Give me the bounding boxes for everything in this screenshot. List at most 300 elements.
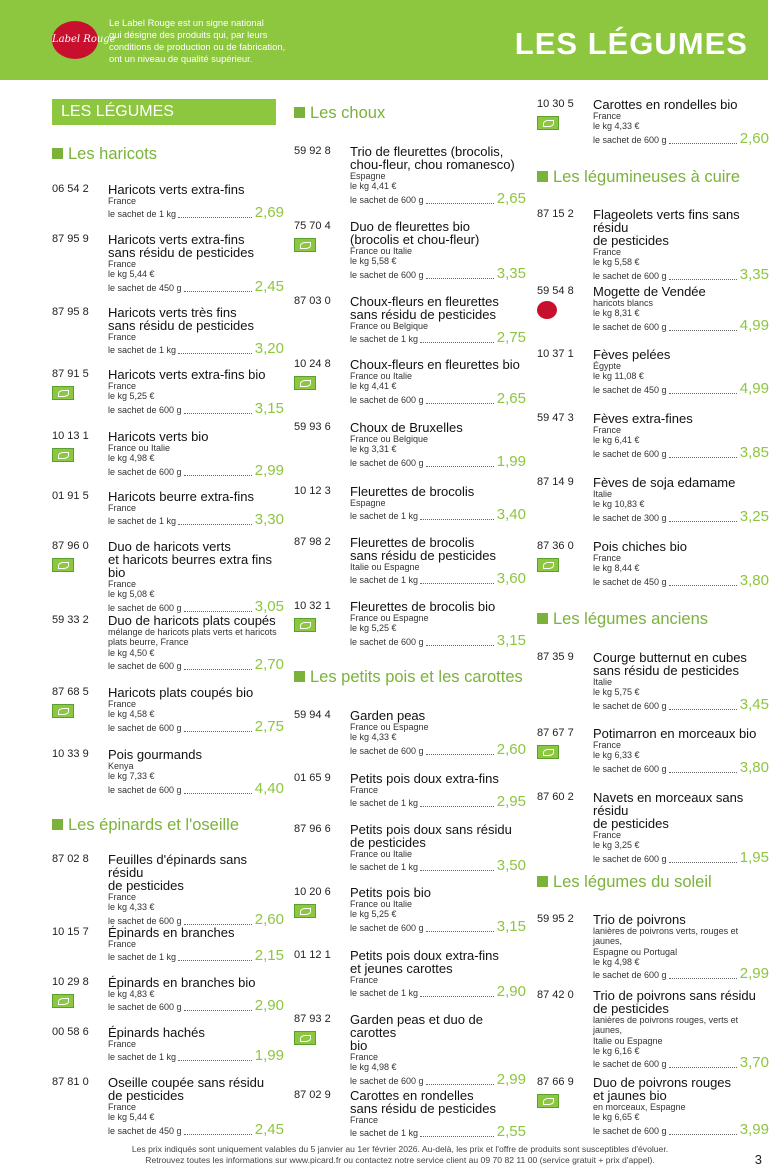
price-label: le sachet de 450 g bbox=[108, 282, 182, 293]
product-code: 10 12 3 bbox=[294, 485, 331, 497]
price-line bbox=[593, 443, 769, 461]
product-details bbox=[108, 614, 284, 671]
price-label: le sachet de 600 g bbox=[108, 722, 182, 733]
product-code: 75 70 4 bbox=[294, 220, 331, 232]
product-detail: le kg 4,33 € bbox=[593, 121, 640, 132]
section-square-icon bbox=[537, 876, 548, 887]
product-details bbox=[108, 1025, 284, 1065]
price-label: le sachet de 600 g bbox=[108, 602, 182, 613]
price-label: le sachet de 1 kg bbox=[108, 209, 177, 220]
price-dots bbox=[669, 709, 737, 710]
product-code: 87 14 9 bbox=[537, 476, 574, 488]
ab-bio-leaf-icon bbox=[294, 376, 316, 390]
price-dots bbox=[669, 978, 737, 979]
product-detail: le kg 6,41 € bbox=[593, 435, 640, 446]
price-value: 2,75 bbox=[496, 329, 526, 347]
price-dots bbox=[426, 403, 494, 404]
product-details bbox=[350, 294, 526, 347]
product-name: sans résidu de pesticides bbox=[350, 548, 496, 563]
price-line bbox=[350, 189, 526, 207]
product-detail: France bbox=[350, 785, 379, 795]
price-label: le sachet de 1 kg bbox=[350, 575, 419, 586]
product-code: 10 33 9 bbox=[52, 748, 89, 760]
price-value: 2,60 bbox=[739, 129, 769, 147]
label-rouge-icon bbox=[537, 301, 557, 319]
product-detail: France ou Italie bbox=[350, 371, 413, 381]
product-detail: plats beurre, France bbox=[108, 637, 189, 648]
price-label: le sachet de 1 kg bbox=[350, 988, 419, 999]
ab-bio-leaf-icon bbox=[537, 1094, 559, 1108]
product-name: Trio de poivrons bbox=[593, 912, 686, 927]
price-line bbox=[108, 947, 284, 965]
product-code: 10 13 1 bbox=[52, 430, 89, 442]
product-name: Haricots beurre extra-fins bbox=[108, 489, 254, 504]
product-detail: France ou Italie bbox=[108, 443, 171, 453]
product-name: Haricots verts extra-fins bbox=[108, 232, 245, 247]
product-details bbox=[350, 600, 526, 647]
product-detail: France bbox=[593, 247, 622, 257]
product-name: Choux-fleurs en fleurettes bio bbox=[350, 357, 520, 372]
product-code: 00 58 6 bbox=[52, 1026, 89, 1038]
price-label: le sachet de 450 g bbox=[108, 1125, 182, 1136]
product-code: 87 03 0 bbox=[294, 295, 331, 307]
product-code: 87 81 0 bbox=[52, 1076, 89, 1088]
price-value: 2,65 bbox=[496, 189, 526, 207]
price-line bbox=[593, 848, 769, 866]
product-detail: France bbox=[108, 332, 137, 342]
product-name: Courge butternut en cubes bbox=[593, 650, 747, 665]
footer-line: Les prix indiqués sont uniquement valables du 5 janvier au 1er février 2026. Au-delà, les prix et l'offre de produits sont susceptibles d'évoluer. bbox=[131, 1144, 669, 1154]
ab-bio-leaf-icon bbox=[52, 704, 74, 718]
price-dots bbox=[420, 583, 494, 584]
product-detail: le kg 3,31 € bbox=[350, 444, 397, 455]
price-label: le sachet de 600 g bbox=[593, 700, 667, 711]
price-label: le sachet de 600 g bbox=[350, 194, 424, 205]
ab-bio-leaf-icon bbox=[52, 558, 74, 572]
product-details bbox=[350, 145, 526, 205]
price-value: 4,40 bbox=[254, 779, 284, 797]
price-dots bbox=[426, 754, 494, 755]
product-details bbox=[593, 285, 769, 332]
price-dots bbox=[669, 279, 737, 280]
price-line bbox=[108, 655, 284, 673]
price-line bbox=[108, 910, 284, 928]
price-line bbox=[350, 983, 526, 1001]
product-detail: France bbox=[593, 111, 622, 121]
product-detail: le kg 4,41 € bbox=[350, 381, 397, 392]
product-detail: Italie bbox=[593, 489, 613, 499]
price-dots bbox=[420, 1136, 494, 1137]
price-value: 2,45 bbox=[254, 277, 284, 295]
price-dots bbox=[669, 457, 737, 458]
ab-bio-leaf-icon bbox=[52, 994, 74, 1008]
product-detail: le kg 5,58 € bbox=[350, 256, 397, 267]
price-value: 2,60 bbox=[254, 910, 284, 928]
product-code: 10 24 8 bbox=[294, 358, 331, 370]
product-details bbox=[350, 535, 526, 588]
price-label: le sachet de 1 kg bbox=[108, 516, 177, 527]
price-line bbox=[108, 399, 284, 417]
product-detail: le kg 5,75 € bbox=[593, 687, 640, 698]
price-label: le sachet de 600 g bbox=[108, 404, 182, 415]
price-value: 3,50 bbox=[496, 857, 526, 875]
product-detail: le kg 4,98 € bbox=[108, 453, 155, 464]
label-info-line: qui désigne des produits qui, par leurs bbox=[109, 29, 268, 40]
section-square-icon bbox=[294, 107, 305, 118]
price-dots bbox=[669, 1134, 737, 1135]
price-dots bbox=[426, 1084, 494, 1085]
product-details bbox=[108, 540, 284, 613]
price-dots bbox=[420, 996, 494, 997]
price-label: le sachet de 600 g bbox=[350, 745, 424, 756]
product-code: 10 20 6 bbox=[294, 886, 331, 898]
price-line bbox=[593, 507, 769, 525]
product-details bbox=[108, 853, 284, 926]
price-value: 2,60 bbox=[496, 740, 526, 758]
price-dots bbox=[426, 203, 494, 204]
product-code: 59 95 2 bbox=[537, 913, 574, 925]
product-detail: le kg 5,25 € bbox=[350, 623, 397, 634]
price-value: 3,15 bbox=[254, 399, 284, 417]
product-detail: le kg 8,31 € bbox=[593, 308, 640, 319]
price-label: le sachet de 1 kg bbox=[350, 511, 419, 522]
product-detail: le kg 5,44 € bbox=[108, 1112, 155, 1123]
product-name: Pois gourmands bbox=[108, 747, 202, 762]
price-line bbox=[593, 571, 769, 589]
section-title: Les légumineuses à cuire bbox=[553, 168, 741, 186]
product-detail: le kg 3,25 € bbox=[593, 840, 640, 851]
product-detail: France bbox=[593, 830, 622, 840]
product-detail: Égypte bbox=[593, 361, 622, 371]
section-heading bbox=[537, 168, 769, 186]
product-name: Oseille coupée sans résidu bbox=[108, 1075, 265, 1090]
product-name: Choux-fleurs en fleurettes bbox=[350, 294, 499, 309]
product-detail: le kg 6,16 € bbox=[593, 1045, 640, 1056]
product-detail: France bbox=[108, 381, 137, 391]
product-detail: France bbox=[350, 975, 379, 985]
section-title: Les légumes anciens bbox=[553, 610, 709, 628]
price-line bbox=[350, 329, 526, 347]
price-line bbox=[593, 265, 769, 283]
ab-bio-leaf-icon bbox=[537, 745, 559, 759]
product-code: 10 32 1 bbox=[294, 600, 331, 612]
product-name: Fleurettes de brocolis bbox=[350, 484, 475, 499]
product-detail: France bbox=[350, 1052, 379, 1062]
price-value: 4,99 bbox=[739, 379, 769, 397]
product-detail: France bbox=[108, 892, 137, 902]
product-detail: Italie ou Espagne bbox=[593, 1035, 663, 1046]
price-label: le sachet de 1 kg bbox=[108, 345, 177, 356]
product-detail: France ou Espagne bbox=[350, 613, 429, 623]
price-line bbox=[350, 570, 526, 588]
product-name: Épinards en branches bio bbox=[108, 975, 256, 990]
product-name: Fèves extra-fines bbox=[593, 411, 693, 426]
price-line bbox=[350, 1123, 526, 1141]
price-dots bbox=[669, 585, 737, 586]
product-details bbox=[108, 368, 284, 415]
product-detail: France ou Espagne bbox=[350, 722, 429, 732]
product-detail: France bbox=[108, 699, 137, 709]
price-line bbox=[350, 264, 526, 282]
ab-bio-leaf-icon bbox=[537, 558, 559, 572]
product-detail: le kg 5,25 € bbox=[108, 391, 155, 402]
price-line bbox=[350, 631, 526, 649]
price-label: le sachet de 600 g bbox=[108, 1002, 182, 1013]
price-line bbox=[593, 695, 769, 713]
section-heading bbox=[537, 873, 769, 891]
product-detail: France ou Italie bbox=[350, 246, 413, 256]
product-details bbox=[108, 686, 284, 733]
product-name: chou-fleur, chou romanesco) bbox=[350, 157, 515, 172]
product-name: Fleurettes de brocolis bbox=[350, 535, 475, 550]
price-line bbox=[108, 277, 284, 295]
price-label: le sachet de 300 g bbox=[593, 512, 667, 523]
price-line bbox=[593, 1054, 769, 1072]
product-detail: France bbox=[593, 740, 622, 750]
price-dots bbox=[178, 217, 252, 218]
product-detail: le kg 4,33 € bbox=[108, 902, 155, 913]
price-dots bbox=[178, 353, 252, 354]
product-details bbox=[108, 233, 284, 293]
price-dots bbox=[184, 413, 252, 414]
product-code: 59 54 8 bbox=[537, 285, 574, 297]
product-name: Petits pois doux extra-fins bbox=[350, 771, 499, 786]
price-label: le sachet de 600 g bbox=[593, 763, 667, 774]
price-line bbox=[350, 917, 526, 935]
price-dots bbox=[184, 291, 252, 292]
price-label: le sachet de 600 g bbox=[108, 466, 182, 477]
price-dots bbox=[178, 960, 252, 961]
product-name: et jeunes carottes bbox=[350, 961, 453, 976]
section-heading bbox=[537, 610, 769, 628]
price-dots bbox=[669, 143, 737, 144]
price-dots bbox=[420, 519, 494, 520]
price-dots bbox=[426, 278, 494, 279]
price-line bbox=[108, 997, 284, 1015]
product-code: 87 67 7 bbox=[537, 727, 574, 739]
product-name: Épinards hachés bbox=[108, 1025, 205, 1040]
product-name: Trio de fleurettes (brocolis, bbox=[350, 144, 504, 159]
product-detail: le kg 8,44 € bbox=[593, 563, 640, 574]
product-details bbox=[593, 651, 769, 711]
price-dots bbox=[184, 1134, 252, 1135]
price-dots bbox=[184, 475, 252, 476]
price-label: le sachet de 600 g bbox=[593, 270, 667, 281]
section-heading bbox=[52, 145, 284, 163]
price-label: le sachet de 600 g bbox=[108, 784, 182, 795]
price-dots bbox=[669, 772, 737, 773]
price-dots bbox=[184, 731, 252, 732]
product-details bbox=[350, 484, 526, 524]
page-title: LES LÉGUMES bbox=[514, 26, 748, 61]
product-name: Carottes en rondelles bbox=[350, 1088, 474, 1103]
product-details bbox=[593, 912, 769, 983]
section-title: Les légumes du soleil bbox=[553, 873, 712, 891]
product-code: 59 33 2 bbox=[52, 614, 89, 626]
price-dots bbox=[669, 1067, 737, 1068]
price-label: le sachet de 600 g bbox=[350, 636, 424, 647]
product-name: Fèves de soja edamame bbox=[593, 475, 736, 490]
price-line bbox=[108, 1120, 284, 1138]
price-label: le sachet de 600 g bbox=[593, 448, 667, 459]
price-value: 2,45 bbox=[254, 1120, 284, 1138]
product-detail: Espagne bbox=[350, 171, 386, 181]
price-dots bbox=[669, 330, 737, 331]
price-dots bbox=[420, 870, 494, 871]
price-label: le sachet de 600 g bbox=[350, 1075, 424, 1086]
section-square-icon bbox=[294, 671, 305, 682]
product-detail: France bbox=[108, 196, 137, 206]
price-label: le sachet de 1 kg bbox=[350, 862, 419, 873]
price-line bbox=[108, 779, 284, 797]
product-name: Potimarron en morceaux bio bbox=[593, 726, 757, 741]
product-name: (brocolis et chou-fleur) bbox=[350, 232, 480, 247]
product-details bbox=[350, 771, 526, 811]
price-value: 2,75 bbox=[254, 717, 284, 735]
price-line bbox=[350, 857, 526, 875]
price-value: 1,99 bbox=[254, 1047, 284, 1065]
product-name: et jaunes bio bbox=[593, 1088, 667, 1103]
product-name: Haricots plats coupés bio bbox=[108, 685, 254, 700]
product-code: 59 94 4 bbox=[294, 709, 331, 721]
ab-bio-leaf-icon bbox=[294, 238, 316, 252]
price-value: 3,30 bbox=[254, 511, 284, 529]
product-detail: Italie ou Espagne bbox=[350, 562, 420, 572]
price-label: le sachet de 600 g bbox=[593, 1125, 667, 1136]
product-code: 59 47 3 bbox=[537, 412, 574, 424]
product-detail: le kg 4,50 € bbox=[108, 647, 155, 658]
product-name: de pesticides bbox=[593, 1001, 669, 1016]
price-line bbox=[593, 965, 769, 983]
product-details bbox=[108, 430, 284, 477]
product-code: 87 91 5 bbox=[52, 368, 89, 380]
price-value: 3,80 bbox=[739, 571, 769, 589]
product-name: bio bbox=[350, 1038, 368, 1053]
product-detail: le kg 4,98 € bbox=[593, 956, 640, 967]
product-details bbox=[350, 220, 526, 280]
price-label: le sachet de 600 g bbox=[593, 321, 667, 332]
price-value: 1,99 bbox=[496, 452, 526, 470]
product-details bbox=[593, 348, 769, 395]
price-line bbox=[350, 740, 526, 758]
product-details bbox=[350, 421, 526, 468]
product-code: 10 15 7 bbox=[52, 926, 89, 938]
product-detail: le kg 11,08 € bbox=[593, 371, 644, 382]
price-dots bbox=[184, 669, 252, 670]
product-name: de pesticides bbox=[350, 835, 426, 850]
ab-bio-leaf-icon bbox=[52, 386, 74, 400]
price-value: 2,99 bbox=[254, 461, 284, 479]
product-detail: le kg 6,65 € bbox=[593, 1112, 640, 1123]
price-value: 2,55 bbox=[496, 1123, 526, 1141]
product-details bbox=[350, 886, 526, 933]
product-code: 87 95 8 bbox=[52, 306, 89, 318]
product-name: sans résidu de pesticides bbox=[108, 318, 254, 333]
product-detail: France bbox=[108, 579, 137, 589]
product-details bbox=[350, 709, 526, 756]
section-title: Les haricots bbox=[68, 145, 157, 163]
price-value: 3,20 bbox=[254, 340, 284, 358]
product-name: Fèves pelées bbox=[593, 347, 671, 362]
price-label: le sachet de 1 kg bbox=[108, 1052, 177, 1063]
product-name: Mogette de Vendée bbox=[593, 284, 706, 299]
ab-bio-leaf-icon bbox=[52, 448, 74, 462]
product-name: Petits pois doux extra-fins bbox=[350, 948, 499, 963]
footer-line: Retrouvez toutes les informations sur www.picard.fr ou contactez notre service client au 09 70 82 11 00 (service gratuit + prix d'appel). bbox=[145, 1155, 655, 1165]
product-code: 87 93 2 bbox=[294, 1013, 331, 1025]
price-line bbox=[350, 389, 526, 407]
product-code: 87 95 9 bbox=[52, 233, 89, 245]
price-label: le sachet de 600 g bbox=[350, 922, 424, 933]
product-details bbox=[108, 1076, 284, 1136]
price-dots bbox=[669, 862, 737, 863]
product-name: Épinards en branches bbox=[108, 925, 235, 940]
product-code: 87 36 0 bbox=[537, 540, 574, 552]
product-details bbox=[108, 182, 284, 222]
product-name: sans résidu de pesticides bbox=[350, 307, 496, 322]
product-name: Duo de haricots plats coupés bbox=[108, 613, 276, 628]
product-details bbox=[593, 208, 769, 281]
price-value: 2,95 bbox=[496, 793, 526, 811]
product-code: 01 91 5 bbox=[52, 490, 89, 502]
product-code: 06 54 2 bbox=[52, 183, 89, 195]
price-label: le sachet de 1 kg bbox=[350, 1128, 419, 1139]
product-name: de pesticides bbox=[593, 816, 669, 831]
section-square-icon bbox=[52, 148, 63, 159]
product-details bbox=[108, 305, 284, 358]
product-details bbox=[593, 791, 769, 864]
price-dots bbox=[178, 524, 252, 525]
price-label: le sachet de 600 g bbox=[350, 457, 424, 468]
product-name: Navets en morceaux sans résidu bbox=[593, 790, 744, 818]
price-dots bbox=[669, 521, 737, 522]
product-detail: le kg 4,98 € bbox=[350, 1062, 397, 1073]
product-name: Garden peas et duo de carottes bbox=[350, 1012, 483, 1040]
price-label: le sachet de 600 g bbox=[593, 853, 667, 864]
price-line bbox=[108, 717, 284, 735]
product-code: 87 98 2 bbox=[294, 536, 331, 548]
product-name: Duo de poivrons rouges bbox=[593, 1075, 732, 1090]
product-details bbox=[593, 1076, 769, 1136]
product-code: 87 60 2 bbox=[537, 791, 574, 803]
product-details bbox=[108, 489, 284, 529]
section-title: Les épinards et l'oseille bbox=[68, 816, 240, 834]
product-code: 87 02 9 bbox=[294, 1089, 331, 1101]
price-value: 3,15 bbox=[496, 631, 526, 649]
product-details bbox=[350, 822, 526, 875]
section-heading bbox=[294, 668, 526, 686]
product-name: Haricots verts extra-fins bio bbox=[108, 367, 266, 382]
price-line bbox=[108, 461, 284, 479]
product-detail: le kg 4,33 € bbox=[350, 732, 397, 743]
label-info-line: conditions de production ou de fabrication, bbox=[109, 41, 286, 52]
product-details bbox=[108, 925, 284, 965]
product-detail: le kg 5,44 € bbox=[108, 269, 155, 280]
section-square-icon bbox=[537, 613, 548, 624]
price-label: le sachet de 600 g bbox=[593, 134, 667, 145]
product-detail: mélange de haricots plats verts et haricots bbox=[108, 627, 277, 637]
product-code: 01 65 9 bbox=[294, 772, 331, 784]
product-code: 87 96 6 bbox=[294, 823, 331, 835]
section-title: Les petits pois et les carottes bbox=[310, 668, 523, 686]
price-value: 2,65 bbox=[496, 389, 526, 407]
product-detail: France ou Italie bbox=[350, 899, 413, 909]
product-detail: le kg 5,08 € bbox=[108, 589, 155, 600]
product-detail: Kenya bbox=[108, 761, 134, 771]
price-value: 2,99 bbox=[739, 965, 769, 983]
price-value: 2,69 bbox=[254, 204, 284, 222]
label-rouge-info bbox=[109, 17, 309, 65]
